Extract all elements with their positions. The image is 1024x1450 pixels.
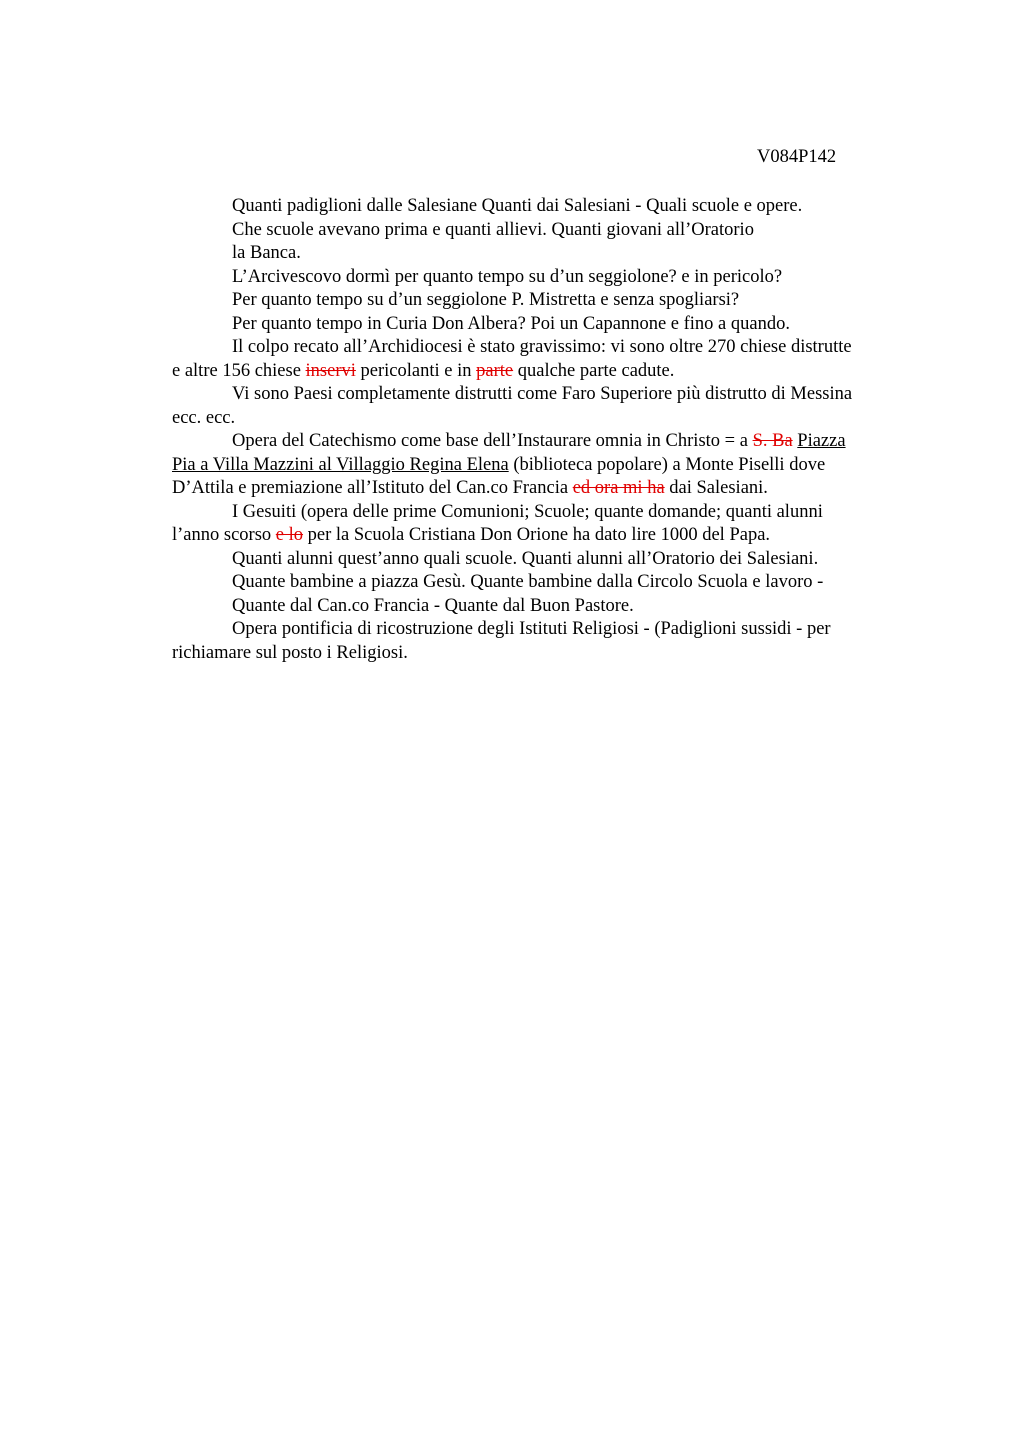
text-segment: Opera pontificia di ricostruzione degli Istituti Religiosi - (Padiglioni sussidi - per <box>232 619 831 639</box>
text-line <box>172 548 932 572</box>
text-segment: richiamare sul posto i Religiosi. <box>172 642 408 663</box>
text-segment: I Gesuiti (opera delle prime Comunioni; Scuole; quante domande; quanti alunni <box>232 501 823 522</box>
text-line <box>172 289 932 313</box>
deleted-text: e lo <box>275 525 304 545</box>
text-segment: Vi sono Paesi completamente distrutti come Faro Superiore più distrutto di Messina <box>232 384 853 404</box>
text-segment: Per quanto tempo su d’un seggiolone P. Mistretta e senza spogliarsi? <box>232 290 740 310</box>
text-segment: Quante dal Can.co Francia - Quante dal Buon Pastore. <box>232 595 634 616</box>
text-line <box>172 266 932 290</box>
text-line <box>172 430 932 454</box>
text-segment: Opera del Catechismo come base dell’Instaurare omnia in Christo = a <box>232 431 753 451</box>
text-line <box>172 195 932 219</box>
text-line <box>172 571 932 595</box>
text-line <box>172 454 932 478</box>
text-segment: per la Scuola Cristiana Don Orione ha dato lire 1000 del Papa. <box>303 525 771 545</box>
deleted-text: S. Ba <box>752 431 793 451</box>
text-line <box>172 477 932 501</box>
text-line <box>172 595 932 619</box>
underlined-text: Pia a Villa Mazzini al Villaggio Regina Elena <box>172 454 509 475</box>
text-segment: e altre 156 chiese <box>172 360 306 381</box>
text-segment: Quante bambine a piazza Gesù. Quante bambine dalla Circolo Scuola e lavoro - <box>232 572 824 592</box>
text-segment: la Banca. <box>232 243 301 263</box>
text-line <box>172 524 932 548</box>
text-segment: dai Salesiani. <box>664 478 768 498</box>
text-line <box>172 313 932 337</box>
text-line <box>172 383 932 407</box>
deleted-text: parte <box>476 360 514 381</box>
text-line <box>172 219 932 243</box>
deleted-text: inservi <box>305 360 356 381</box>
text-line <box>172 501 932 525</box>
text-line <box>172 360 932 384</box>
deleted-text: ed ora mi ha <box>572 478 665 498</box>
text-segment: Il colpo recato all’Archidiocesi è stato gravissimo: vi sono oltre 270 chiese distrutte <box>232 337 852 357</box>
text-segment: L’Arcivescovo dormì per quanto tempo su d’un seggiolone? e in pericolo? <box>232 266 783 287</box>
text-segment: qualche parte cadute. <box>513 360 675 381</box>
text-segment: Che scuole avevano prima e quanti allievi. Quanti giovani all’Oratorio <box>232 219 754 240</box>
text-segment: D’Attila e premiazione all’Istituto del Can.co Francia <box>172 478 573 498</box>
text-segment: pericolanti e in <box>355 360 477 381</box>
page-code: V084P142 <box>757 147 837 167</box>
text-segment: Quanti alunni quest’anno quali scuole. Quanti alunni all’Oratorio dei Salesiani. <box>232 548 819 569</box>
text-line <box>172 336 932 360</box>
text-segment: Per quanto tempo in Curia Don Albera? Poi un Capannone e fino a quando. <box>232 313 790 334</box>
text-line <box>172 407 932 431</box>
text-line <box>172 242 932 266</box>
text-line <box>172 642 932 666</box>
document-body <box>172 195 932 665</box>
text-segment: (biblioteca popolare) a Monte Piselli dove <box>508 454 826 475</box>
text-line <box>172 618 932 642</box>
text-segment: ecc. ecc. <box>172 407 236 428</box>
text-segment: l’anno scorso <box>172 525 276 545</box>
underlined-text: Piazza <box>797 431 846 451</box>
text-segment: Quanti padiglioni dalle Salesiane Quanti dai Salesiani - Quali scuole e opere. <box>232 196 803 216</box>
